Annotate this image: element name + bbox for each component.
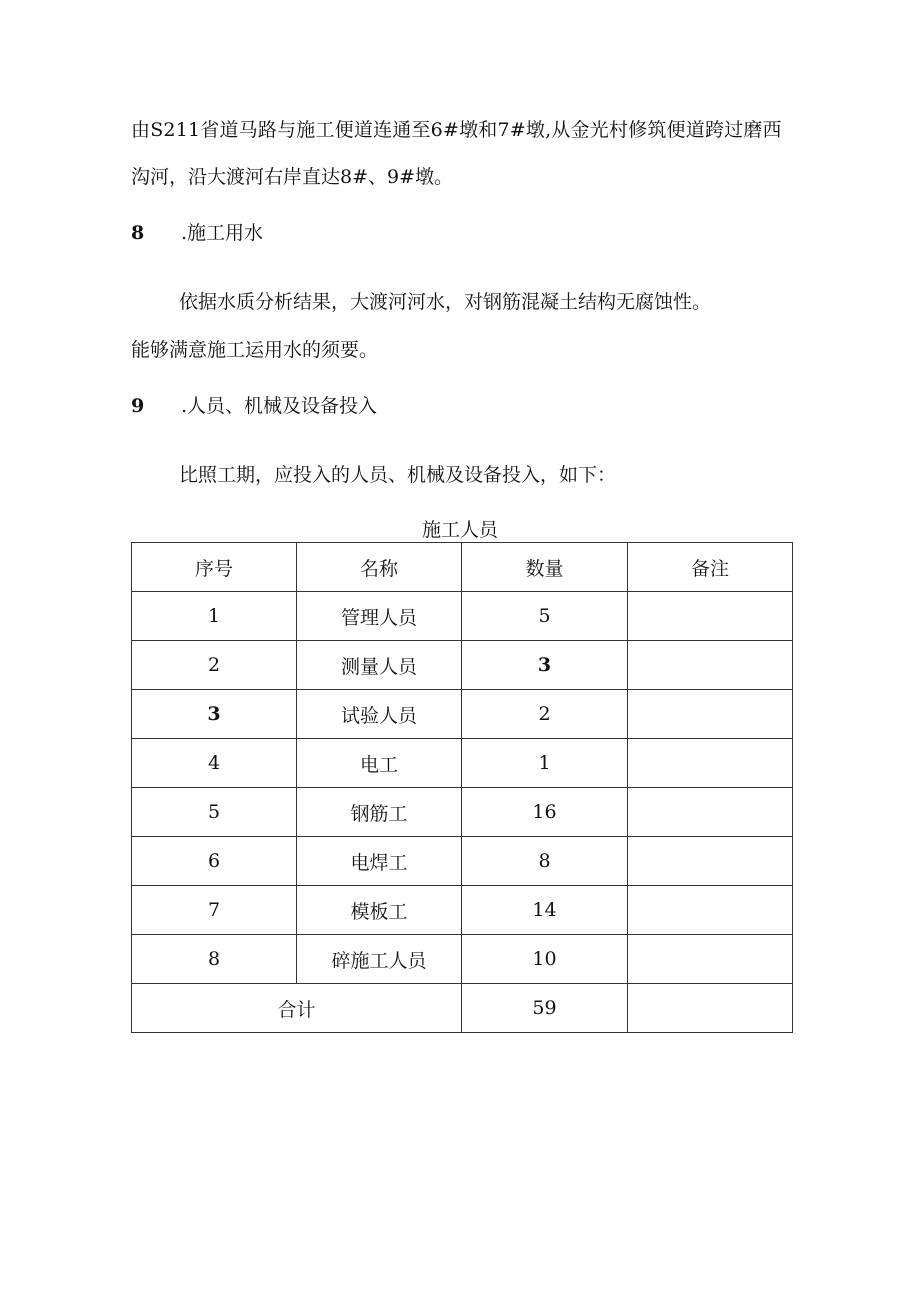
road-paragraph-line-2: 沟河，沿大渡河右岸直达8#、9#墩。 <box>131 166 454 188</box>
row-count: 3 <box>462 641 628 690</box>
section-heading-investment <box>131 394 377 418</box>
road-paragraph-line-1: 由S211省道马路与施工便道连通至6#墩和7#墩,从金光村修筑便道跨过磨西 <box>131 119 782 141</box>
water-paragraph-line-1: 依据水质分析结果，大渡河河水，对钢筋混凝土结构无腐蚀性。 <box>179 291 712 313</box>
table-row <box>132 592 793 641</box>
row-count: 5 <box>462 592 628 641</box>
row-remark <box>628 592 793 641</box>
total-label: 合计 <box>132 984 462 1033</box>
row-remark <box>628 935 793 984</box>
table-total-row <box>132 984 793 1033</box>
water-paragraph-line-2: 能够满意施工运用水的须要。 <box>131 339 379 361</box>
row-remark <box>628 690 793 739</box>
row-remark <box>628 837 793 886</box>
row-name: 钢筋工 <box>297 788 462 837</box>
row-index: 1 <box>132 592 297 641</box>
row-name: 电工 <box>297 739 462 788</box>
row-remark <box>628 788 793 837</box>
table-row <box>132 837 793 886</box>
table-caption: 施工人员 <box>421 519 498 541</box>
section-heading-water <box>131 221 263 245</box>
header-cell: 备注 <box>628 543 793 592</box>
section-title: .施工用水 <box>181 222 264 244</box>
row-name: 电焊工 <box>297 837 462 886</box>
row-name: 管理人员 <box>297 592 462 641</box>
row-name: 测量人员 <box>297 641 462 690</box>
row-name: 模板工 <box>297 886 462 935</box>
row-index: 4 <box>132 739 297 788</box>
row-count: 1 <box>462 739 628 788</box>
row-remark <box>628 886 793 935</box>
header-cell: 数量 <box>462 543 628 592</box>
row-index: 8 <box>132 935 297 984</box>
row-remark <box>628 641 793 690</box>
total-value: 59 <box>462 984 628 1033</box>
row-count: 2 <box>462 690 628 739</box>
header-cell: 名称 <box>297 543 462 592</box>
table-row <box>132 788 793 837</box>
table-row <box>132 739 793 788</box>
table-header-row <box>132 543 793 592</box>
section-number: 9 <box>131 395 145 417</box>
row-name: 碎施工人员 <box>297 935 462 984</box>
section-number: 8 <box>131 222 145 244</box>
row-count: 10 <box>462 935 628 984</box>
total-remark <box>628 984 793 1033</box>
row-count: 16 <box>462 788 628 837</box>
investment-paragraph: 比照工期，应投入的人员、机械及设备投入，如下： <box>179 464 617 486</box>
row-count: 14 <box>462 886 628 935</box>
staff-table <box>131 542 793 1033</box>
header-cell: 序号 <box>132 543 297 592</box>
row-name: 试验人员 <box>297 690 462 739</box>
section-title: .人员、机械及设备投入 <box>181 395 378 417</box>
table-row <box>132 641 793 690</box>
table-row <box>132 935 793 984</box>
row-count: 8 <box>462 837 628 886</box>
row-index: 3 <box>132 690 297 739</box>
row-index: 7 <box>132 886 297 935</box>
row-index: 5 <box>132 788 297 837</box>
row-index: 6 <box>132 837 297 886</box>
row-index: 2 <box>132 641 297 690</box>
table-row <box>132 886 793 935</box>
table-row <box>132 690 793 739</box>
row-remark <box>628 739 793 788</box>
